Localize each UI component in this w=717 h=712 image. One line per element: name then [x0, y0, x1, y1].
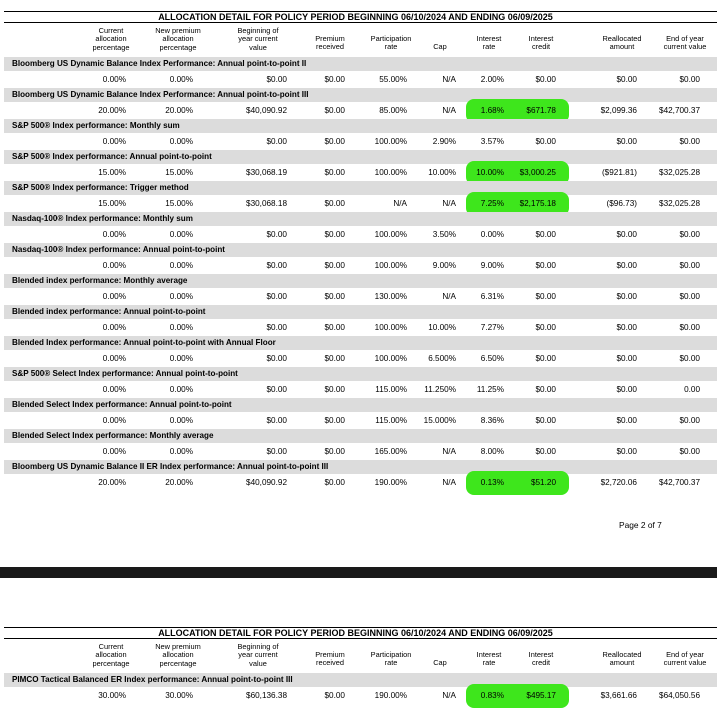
cell-current: 0.00%: [102, 447, 126, 456]
cell-cap: N/A: [442, 292, 456, 301]
cell-current: 15.00%: [98, 199, 126, 208]
cell-eoy: $32,025.28: [659, 168, 700, 177]
table-row: [0, 688, 717, 704]
cell-eoy: $42,700.37: [659, 478, 700, 487]
cell-cap: N/A: [442, 199, 456, 208]
cell-cap: N/A: [442, 691, 456, 700]
category-label: Bloomberg US Dynamic Balance Index Performance: Annual point-to-point III: [4, 88, 717, 102]
category-label: S&P 500® Select Index performance: Annual point-to-point: [4, 367, 717, 381]
page-number: Page 2 of 7: [619, 520, 662, 530]
cell-eoy: $42,700.37: [659, 106, 700, 115]
cell-cap: 10.00%: [428, 323, 456, 332]
cell-icredit: $2,175.18: [519, 199, 556, 208]
cell-irate: 10.00%: [476, 168, 504, 177]
category-label: Nasdaq-100® Index performance: Annual point-to-point: [4, 243, 717, 257]
cell-irate: 9.00%: [480, 261, 504, 270]
cell-eoy: $0.00: [679, 447, 700, 456]
cell-part: 100.00%: [374, 137, 407, 146]
cell-irate: 3.57%: [480, 137, 504, 146]
cell-begin: $0.00: [266, 230, 287, 239]
cell-eoy: $0.00: [679, 230, 700, 239]
cell-icredit: $3,000.25: [519, 168, 556, 177]
table-row: [0, 196, 717, 212]
cell-part: 85.00%: [379, 106, 407, 115]
table-row: [0, 72, 717, 88]
cell-cap: 6.500%: [428, 354, 456, 363]
cell-part: 115.00%: [375, 385, 407, 394]
cell-premium: $0.00: [324, 199, 345, 208]
col-header-current: Current allocation percentage: [92, 26, 130, 52]
table-row: [0, 289, 717, 305]
page-divider: [0, 567, 717, 578]
cell-current: 0.00%: [102, 230, 126, 239]
cell-realloc: $0.00: [616, 354, 637, 363]
table-row: [0, 227, 717, 243]
cell-icredit: $0.00: [535, 75, 556, 84]
cell-part: 115.00%: [375, 416, 407, 425]
table-title: ALLOCATION DETAIL FOR POLICY PERIOD BEGINNING 06/10/2024 AND ENDING 06/09/2025: [4, 11, 717, 23]
cell-part: 100.00%: [374, 261, 407, 270]
cell-begin: $30,068.19: [246, 168, 287, 177]
col-header-cap: Cap: [433, 42, 447, 51]
table-row: [0, 475, 717, 491]
cell-eoy: $0.00: [679, 261, 700, 270]
cell-cap: N/A: [442, 75, 456, 84]
cell-current: 30.00%: [98, 691, 126, 700]
cell-icredit: $0.00: [535, 292, 556, 301]
col-header-part: Participation rate: [370, 34, 412, 52]
category-label: Blended Index performance: Annual point-to-point with Annual Floor: [4, 336, 717, 350]
col-header-begin: Beginning of year current value: [237, 642, 279, 668]
col-header-current: Current allocation percentage: [92, 642, 130, 668]
cell-premium: $0.00: [324, 323, 345, 332]
table-row: [0, 103, 717, 119]
cell-icredit: $0.00: [535, 137, 556, 146]
table-row: [0, 413, 717, 429]
cell-realloc: $0.00: [616, 75, 637, 84]
table-row: [0, 134, 717, 150]
category-label: Blended index performance: Annual point-to-point: [4, 305, 717, 319]
cell-irate: 2.00%: [480, 75, 504, 84]
cell-newprem: 15.00%: [165, 168, 193, 177]
cell-newprem: 0.00%: [169, 137, 193, 146]
cell-part: 100.00%: [374, 354, 407, 363]
cell-part: 165.00%: [374, 447, 407, 456]
cell-realloc: $0.00: [616, 385, 637, 394]
table-row: [0, 351, 717, 367]
cell-part: 100.00%: [374, 230, 407, 239]
cell-current: 0.00%: [102, 261, 126, 270]
cell-begin: $0.00: [266, 261, 287, 270]
cell-premium: $0.00: [324, 75, 345, 84]
col-header-begin: Beginning of year current value: [237, 26, 279, 52]
cell-current: 0.00%: [102, 75, 126, 84]
cell-current: 0.00%: [102, 354, 126, 363]
cell-icredit: $0.00: [535, 230, 556, 239]
cell-newprem: 0.00%: [169, 354, 193, 363]
cell-realloc: $2,099.36: [600, 106, 637, 115]
cell-premium: $0.00: [324, 691, 345, 700]
cell-cap: N/A: [442, 447, 456, 456]
cell-eoy: $0.00: [679, 416, 700, 425]
cell-icredit: $0.00: [535, 261, 556, 270]
category-label: Bloomberg US Dynamic Balance Index Performance: Annual point-to-point II: [4, 57, 717, 71]
cell-begin: $40,090.92: [246, 478, 287, 487]
cell-cap: 2.90%: [432, 137, 456, 146]
col-header-cap: Cap: [433, 658, 447, 667]
cell-icredit: $51.20: [530, 478, 556, 487]
cell-newprem: 0.00%: [169, 75, 193, 84]
cell-eoy: $0.00: [679, 354, 700, 363]
cell-current: 15.00%: [98, 168, 126, 177]
cell-irate: 7.27%: [480, 323, 504, 332]
cell-part: 130.00%: [374, 292, 407, 301]
category-label: Blended Select Index performance: Monthly average: [4, 429, 717, 443]
cell-eoy: $0.00: [679, 75, 700, 84]
cell-premium: $0.00: [324, 137, 345, 146]
cell-newprem: 0.00%: [169, 261, 193, 270]
col-header-realloc: Reallocated amount: [602, 650, 642, 668]
cell-irate: 11.25%: [476, 385, 504, 394]
cell-premium: $0.00: [324, 385, 345, 394]
cell-cap: 15.000%: [423, 416, 456, 425]
cell-part: 190.00%: [374, 691, 407, 700]
cell-current: 0.00%: [102, 292, 126, 301]
col-header-icredit: Interest credit: [528, 650, 554, 668]
cell-premium: $0.00: [324, 106, 345, 115]
cell-realloc: $0.00: [616, 261, 637, 270]
cell-eoy: $0.00: [679, 292, 700, 301]
cell-newprem: 0.00%: [169, 385, 193, 394]
category-label: S&P 500® Index performance: Monthly sum: [4, 119, 717, 133]
category-label: Nasdaq-100® Index performance: Monthly sum: [4, 212, 717, 226]
cell-begin: $0.00: [266, 75, 287, 84]
cell-irate: 8.00%: [480, 447, 504, 456]
table-row: [0, 258, 717, 274]
cell-begin: $0.00: [266, 323, 287, 332]
cell-premium: $0.00: [324, 261, 345, 270]
cell-current: 0.00%: [102, 416, 126, 425]
cell-part: 55.00%: [379, 75, 407, 84]
cell-eoy: $64,050.56: [659, 691, 700, 700]
cell-realloc: $2,720.06: [600, 478, 637, 487]
cell-irate: 7.25%: [480, 199, 504, 208]
cell-icredit: $0.00: [535, 354, 556, 363]
cell-premium: $0.00: [324, 168, 345, 177]
cell-begin: $40,090.92: [246, 106, 287, 115]
cell-cap: 9.00%: [432, 261, 456, 270]
category-label: Bloomberg US Dynamic Balance II ER Index performance: Annual point-to-point III: [4, 460, 717, 474]
cell-premium: $0.00: [324, 230, 345, 239]
cell-newprem: 15.00%: [165, 199, 193, 208]
cell-eoy: $0.00: [679, 323, 700, 332]
cell-icredit: $0.00: [535, 416, 556, 425]
cell-newprem: 0.00%: [169, 447, 193, 456]
cell-begin: $0.00: [266, 292, 287, 301]
cell-realloc: ($921.81): [601, 168, 637, 177]
table-row: [0, 165, 717, 181]
cell-eoy: $0.00: [679, 137, 700, 146]
col-header-irate: Interest rate: [476, 650, 502, 668]
cell-icredit: $495.17: [526, 691, 556, 700]
statement-page-3: [0, 578, 717, 712]
cell-part: N/A: [393, 199, 407, 208]
cell-begin: $0.00: [266, 416, 287, 425]
cell-eoy: $32,025.28: [659, 199, 700, 208]
cell-eoy: 0.00: [684, 385, 700, 394]
cell-newprem: 0.00%: [169, 292, 193, 301]
cell-irate: 0.83%: [480, 691, 504, 700]
cell-newprem: 30.00%: [165, 691, 193, 700]
cell-premium: $0.00: [324, 478, 345, 487]
cell-current: 20.00%: [98, 106, 126, 115]
cell-newprem: 20.00%: [165, 478, 193, 487]
cell-cap: 10.00%: [428, 168, 456, 177]
col-header-realloc: Reallocated amount: [602, 34, 642, 52]
cell-cap: 3.50%: [432, 230, 456, 239]
cell-current: 0.00%: [102, 385, 126, 394]
col-header-newprem: New premium allocation percentage: [155, 26, 201, 52]
cell-current: 20.00%: [98, 478, 126, 487]
cell-part: 190.00%: [374, 478, 407, 487]
cell-current: 0.00%: [102, 137, 126, 146]
cell-icredit: $0.00: [535, 447, 556, 456]
col-header-eoy: End of year current value: [663, 34, 707, 52]
col-header-premium: Premium received: [315, 34, 345, 52]
col-header-part: Participation rate: [370, 650, 412, 668]
cell-newprem: 0.00%: [169, 230, 193, 239]
cell-begin: $0.00: [266, 385, 287, 394]
cell-irate: 8.36%: [480, 416, 504, 425]
cell-newprem: 0.00%: [169, 323, 193, 332]
cell-realloc: $0.00: [616, 323, 637, 332]
table-row: [0, 444, 717, 460]
cell-icredit: $0.00: [535, 323, 556, 332]
cell-icredit: $0.00: [535, 385, 556, 394]
col-header-eoy: End of year current value: [663, 650, 707, 668]
cell-irate: 0.00%: [480, 230, 504, 239]
cell-irate: 0.13%: [480, 478, 504, 487]
cell-irate: 1.68%: [480, 106, 504, 115]
cell-current: 0.00%: [102, 323, 126, 332]
cell-irate: 6.31%: [480, 292, 504, 301]
cell-premium: $0.00: [324, 292, 345, 301]
category-label: Blended Select Index performance: Annual point-to-point: [4, 398, 717, 412]
cell-newprem: 20.00%: [165, 106, 193, 115]
category-label: S&P 500® Index performance: Annual point-to-point: [4, 150, 717, 164]
col-header-icredit: Interest credit: [528, 34, 554, 52]
cell-realloc: $0.00: [616, 447, 637, 456]
cell-cap: N/A: [442, 106, 456, 115]
cell-realloc: $0.00: [616, 137, 637, 146]
cell-newprem: 0.00%: [169, 416, 193, 425]
col-header-irate: Interest rate: [476, 34, 502, 52]
cell-realloc: $3,661.66: [600, 691, 637, 700]
cell-begin: $60,136.38: [246, 691, 287, 700]
cell-icredit: $671.78: [526, 106, 556, 115]
cell-begin: $0.00: [266, 137, 287, 146]
cell-cap: 11.250%: [424, 385, 456, 394]
cell-realloc: ($96.73): [606, 199, 637, 208]
col-header-premium: Premium received: [315, 650, 345, 668]
cell-begin: $30,068.18: [246, 199, 287, 208]
cell-part: 100.00%: [374, 323, 407, 332]
table-title: ALLOCATION DETAIL FOR POLICY PERIOD BEGINNING 06/10/2024 AND ENDING 06/09/2025: [4, 627, 717, 639]
cell-begin: $0.00: [266, 354, 287, 363]
col-header-newprem: New premium allocation percentage: [155, 642, 201, 668]
category-label: Blended index performance: Monthly average: [4, 274, 717, 288]
cell-premium: $0.00: [324, 447, 345, 456]
cell-begin: $0.00: [266, 447, 287, 456]
category-label: S&P 500® Index performance: Trigger method: [4, 181, 717, 195]
cell-part: 100.00%: [374, 168, 407, 177]
cell-cap: N/A: [442, 478, 456, 487]
table-row: [0, 320, 717, 336]
cell-realloc: $0.00: [616, 292, 637, 301]
category-label: PIMCO Tactical Balanced ER Index performance: Annual point-to-point III: [4, 673, 717, 687]
cell-premium: $0.00: [324, 354, 345, 363]
cell-irate: 6.50%: [480, 354, 504, 363]
table-row: [0, 382, 717, 398]
cell-realloc: $0.00: [616, 416, 637, 425]
cell-premium: $0.00: [324, 416, 345, 425]
cell-realloc: $0.00: [616, 230, 637, 239]
